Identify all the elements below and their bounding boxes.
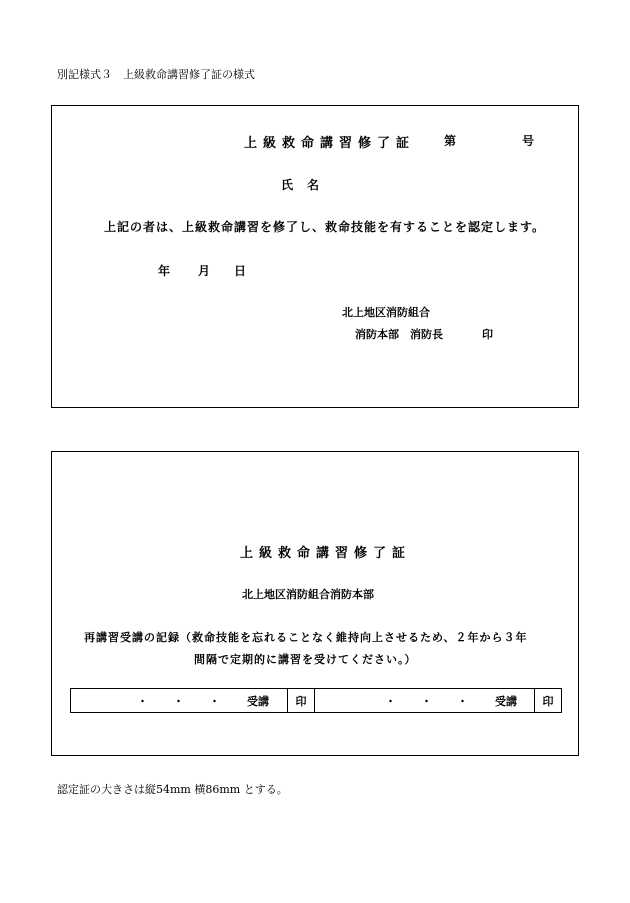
- certificate-back: [51, 451, 579, 756]
- attended-label: 受講: [247, 695, 269, 708]
- date-separator: ・: [209, 695, 220, 708]
- record-seal-cell-2: 印: [535, 689, 562, 713]
- date-separator: ・: [137, 695, 148, 708]
- date-separator: ・: [421, 695, 432, 708]
- date-separator: ・: [173, 695, 184, 708]
- date-separator: ・: [457, 695, 468, 708]
- date-separator: ・: [385, 695, 396, 708]
- retraining-note-line-1: 再講習受講の記録（救命技能を忘れることなく維持向上させるため、２年から３年: [84, 631, 528, 644]
- record-date-cell-2: [315, 689, 535, 713]
- issuer-organization-full: 北上地区消防組合消防本部: [242, 588, 374, 601]
- certification-statement: 上記の者は、上級救命講習を修了し、救命技能を有することを認定します。: [104, 220, 546, 234]
- year-label: 年: [158, 264, 171, 278]
- certificate-number-prefix: 第: [444, 134, 457, 148]
- certificate-back-title: 上級救命講習修了証: [240, 546, 412, 561]
- month-label: 月: [198, 264, 211, 278]
- certificate-title: 上級救命講習修了証: [244, 136, 416, 151]
- day-label: 日: [234, 264, 247, 278]
- retraining-note-line-2: 間隔で定期的に講習を受けてください。）: [194, 653, 417, 666]
- name-label: 氏名: [281, 178, 334, 192]
- record-seal-cell-1: 印: [288, 689, 315, 713]
- issuer-title: 消防本部 消防長: [355, 328, 443, 341]
- record-date-cell-1: [71, 689, 288, 713]
- certificate-number-suffix: 号: [522, 134, 535, 148]
- issuer-organization: 北上地区消防組合: [342, 306, 430, 319]
- form-label: 別記様式３ 上級救命講習修了証の様式: [57, 68, 255, 81]
- seal-mark: 印: [482, 328, 493, 341]
- certificate-front: [51, 105, 579, 408]
- table-row: [71, 689, 562, 713]
- attended-label: 受講: [495, 695, 517, 708]
- size-note: 認定証の大きさは縦54mm 横86mm とする。: [57, 783, 288, 796]
- retraining-record-table: [70, 688, 562, 713]
